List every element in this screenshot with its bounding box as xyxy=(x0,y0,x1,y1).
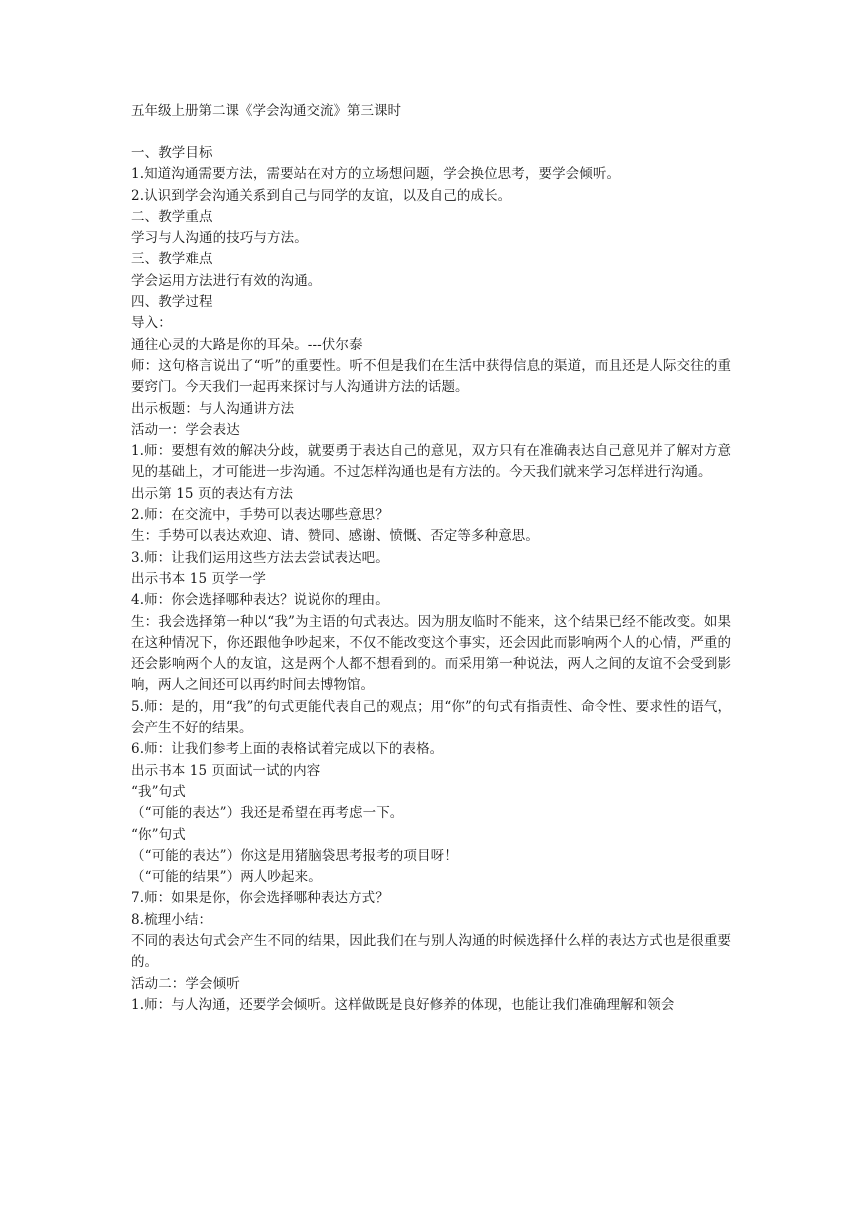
activity-one-step-7: 7.师：如果是你，你会选择哪种表达方式？ xyxy=(131,890,389,907)
intro-label: 导入： xyxy=(131,315,172,332)
activity-one-step-1: 1.师：要想有效的解决分歧，就要勇于表达自己的意见，双方只有在准确表达自己意见并了解对方意见的基础上，才可能进一步沟通。不过怎样沟通也是有方法的。今天我们就来学习怎样进行沟通。 xyxy=(131,443,731,481)
summary-text: 不同的表达句式会产生不同的结果，因此我们在与别人沟通的时候选择什么样的表达方式也是很重要的。 xyxy=(131,932,731,971)
document-title: 五年级上册第二课《学会沟通交流》第三课时 xyxy=(131,103,401,119)
key-point-text: 学习与人沟通的技巧与方法。 xyxy=(131,230,308,247)
goal-item-2: 2.认识到学会沟通关系到自己与同学的友谊，以及自己的成长。 xyxy=(131,187,512,204)
summary-label: 8.梳理小结： xyxy=(131,911,213,928)
heading-difficulties: 三、教学难点 xyxy=(131,251,213,268)
you-sentence-expression: （“可能的表达”）你这是用猪脑袋思考报考的项目呀！ xyxy=(131,847,458,864)
activity-one-step-2: 2.师：在交流中，手势可以表达哪些意思？ xyxy=(131,507,389,524)
show-book-page-15-try: 出示书本 15 页面试一试的内容 xyxy=(131,762,321,779)
student-answer-gestures: 生：手势可以表达欢迎、请、赞同、感谢、愤慨、否定等多种意思。 xyxy=(131,528,539,545)
show-page-15-methods: 出示第 15 页的表达有方法 xyxy=(131,485,294,502)
difficulty-text: 学会运用方法进行有效的沟通。 xyxy=(131,272,322,289)
paragraph-intro-explanation: 师：这句格言说出了“听”的重要性。听不但是我们在生活中获得信息的渠道，而且还是人际交往的重要窍门。今天我们一起再来探讨与人沟通讲方法的话题。 xyxy=(131,357,731,396)
activity-one-heading: 活动一：学会表达 xyxy=(131,421,240,438)
activity-one-step-4: 4.师：你会选择哪种表达？说说你的理由。 xyxy=(131,592,389,609)
activity-two-heading: 活动二：学会倾听 xyxy=(131,975,240,992)
board-title: 出示板题：与人沟通讲方法 xyxy=(131,400,295,417)
heading-teaching-goals: 一、教学目标 xyxy=(131,145,213,161)
activity-two-step-1: 1.师：与人沟通，还要学会倾听。这样做既是良好修养的体现，也能让我们准确理解和领会 xyxy=(131,996,675,1013)
activity-one-step-5: 5.师：是的，用“我”的句式更能代表自己的观点；用“你”的句式有指责性、命令性、要求性的语气，会产生不好的结果。 xyxy=(131,698,731,737)
document-page xyxy=(131,101,731,1016)
i-sentence-label: “我”句式 xyxy=(131,783,186,800)
show-book-page-15-learn: 出示书本 15 页学一学 xyxy=(131,570,266,587)
student-answer-choice: 生：我会选择第一种以“我”为主语的句式表达。因为朋友临时不能来，这个结果已经不能改变。如果在这种情况下，你还跟他争吵起来，不仅不能改变这个事实，还会因此而影响两个人的心情，严重的还会影响两个人的友谊，这是两个人都不想看到的。而采用第一种说法，两人之间的友谊不会受到影响，两人之间还可以再约时间去博物馆。 xyxy=(131,613,731,694)
activity-one-step-6: 6.师：让我们参考上面的表格试着完成以下的表格。 xyxy=(131,741,444,758)
you-sentence-result: （“可能的结果”）两人吵起来。 xyxy=(131,869,322,886)
heading-key-points: 二、教学重点 xyxy=(131,208,213,225)
heading-process: 四、教学过程 xyxy=(131,294,213,311)
quote-text: 通往心灵的大路是你的耳朵。---伏尔泰 xyxy=(131,336,363,353)
i-sentence-expression: （“可能的表达”）我还是希望在再考虑一下。 xyxy=(131,805,404,822)
goal-item-1: 1.知道沟通需要方法，需要站在对方的立场想问题，学会换位思考，要学会倾听。 xyxy=(131,166,621,183)
activity-one-step-3: 3.师：让我们运用这些方法去尝试表达吧。 xyxy=(131,549,389,566)
you-sentence-label: “你”句式 xyxy=(131,826,186,843)
